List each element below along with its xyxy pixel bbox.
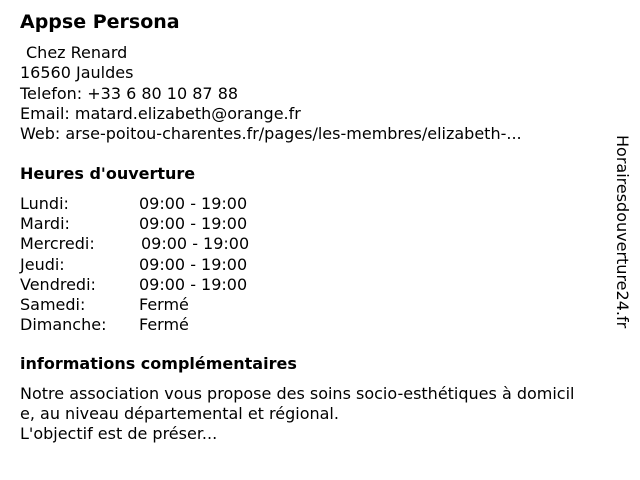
web-link[interactable]: arse-poitou-charentes.fr/pages/les-membres/elizabeth-... [65,124,522,144]
day-hours: 09:00 - 19:00 [139,274,248,294]
day-label: Lundi: [20,194,69,213]
info-title: informations complémentaires [20,354,297,373]
address-line-1: Chez Renard [26,43,128,62]
day-hours: Fermé [139,294,189,314]
contact-block [20,43,522,144]
business-name: Appse Persona [20,11,180,33]
info-line-3: L'objectif est de préser... [20,424,218,443]
day-hours: 09:00 - 19:00 [139,214,248,234]
day-hours: Fermé [139,315,189,335]
email-row [20,104,522,124]
day-label: Jeudi: [20,254,65,274]
email-address[interactable]: matard.elizabeth@orange.fr [74,103,301,123]
day-label: Mercredi: [20,234,95,254]
web-row [20,124,522,144]
day-hours: 09:00 - 19:00 [141,234,250,254]
day-label: Samedi: [20,294,86,314]
info-line-1: Notre association vous propose des soins socio-esthétiques à domicil [20,384,575,403]
hours-title: Heures d'ouverture [20,164,196,183]
web-label: Web: [20,124,61,144]
day-label: Mardi: [20,214,70,234]
phone-row [20,84,522,104]
phone-number[interactable]: +33 6 80 10 87 88 [87,83,239,103]
day-label: Dimanche: [20,315,107,335]
address-line-2: 16560 Jauldes [20,63,134,83]
info-description [20,384,620,444]
site-watermark: Horairesdouverture24.fr [613,135,632,329]
day-hours: 09:00 - 19:00 [139,254,248,274]
email-label: Email: [20,103,70,123]
info-line-2: e, au niveau départemental et régional. [20,404,339,423]
day-label: Vendredi: [20,274,96,294]
day-hours: 09:00 - 19:00 [139,194,248,213]
phone-label: Telefon: [20,83,83,103]
